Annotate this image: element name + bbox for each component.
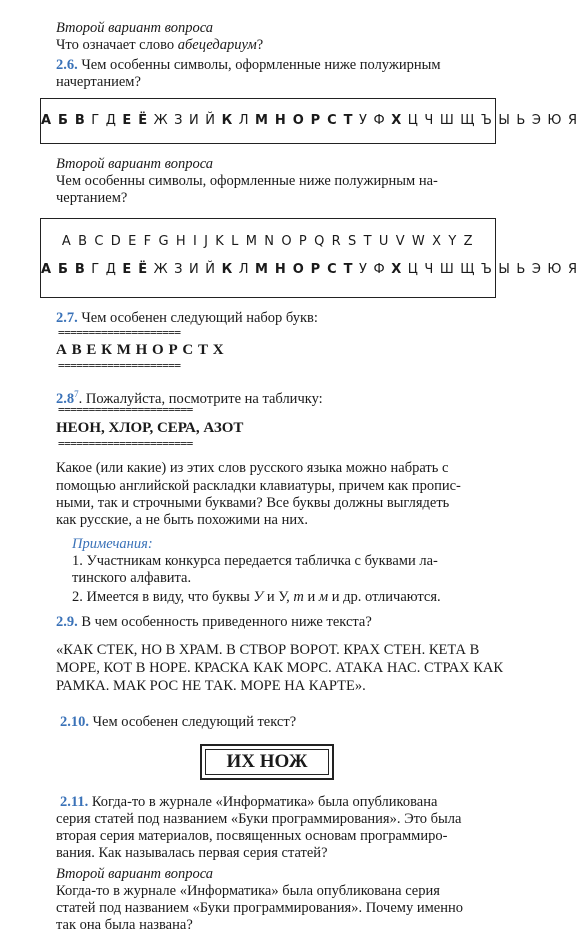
variant-label: Второй вариант вопроса (56, 20, 214, 36)
variant-question: Чем особенны символы, оформленные ниже полужирным на- (56, 173, 438, 189)
bold-letter-group: Е Ё (122, 113, 149, 128)
paragraph-line: ными, так и строчными буквами? Все буквы должны выглядеть (56, 495, 450, 511)
separator-line: ====================== (58, 403, 193, 416)
quoted-text-line: «КАК СТЕК, НО В ХРАМ. В СТВОР ВОРОТ. КРАХ СТЕН. КЕТА В (56, 642, 480, 658)
framed-text: ИХ НОЖ (226, 751, 308, 772)
note-1-line2: тинского алфавита. (72, 570, 192, 586)
bold-letter-group: К (221, 113, 234, 128)
bold-letter-group: М Н О Р С Т (255, 262, 354, 277)
bold-letter-group: А Б В (41, 113, 86, 128)
bold-letter-group: А Б В (41, 262, 86, 277)
variant-label: Второй вариант вопроса (56, 156, 214, 172)
quoted-text-line: МОРЕ, КОТ В НОРЕ. КРАСКА КАК МОРС. АТАКА НАС. СТРАХ КАК (56, 660, 504, 676)
question-2-6: 2.6. Чем особенны символы, оформленные ниже полужирным (56, 57, 441, 73)
note-1: 1. Участникам конкурса передается табличка с буквами ла- (72, 553, 438, 569)
regular-letter-group: Ц Ч Ш Щ Ъ Ы Ь Э Ю Я (402, 113, 578, 128)
framed-text-box (200, 744, 334, 780)
question-number: 2.11. (60, 794, 89, 810)
question-number: 2.8 (56, 390, 75, 407)
regular-letter-group: Ц Ч Ш Щ Ъ Ы Ь Э Ю Я (402, 262, 578, 277)
latin-letters-row: A B C D E F G H I J K L M N O P Q R S T U V W X Y Z (61, 234, 475, 249)
question-2-7: 2.7. Чем особенен следующий набор букв: (56, 310, 318, 326)
paragraph-line: вания. Как называлась первая серия статей? (56, 845, 328, 861)
variant-question: Когда-то в журнале «Информатика» была опубликована серия (56, 883, 440, 899)
cyrillic-letters-box (40, 98, 578, 144)
question-2-11: 2.11. Когда-то в журнале «Информатика» была опубликована (60, 794, 438, 810)
question-2-10: 2.10. Чем особенен следующий текст? (60, 714, 297, 730)
note-2: 2. Имеется в виду, что буквы У и У, т и м и др. отличаются. (72, 589, 441, 605)
question-number: 2.10. (60, 714, 89, 730)
bold-letter-group: К (221, 262, 234, 277)
bold-letter-group: Х (391, 262, 403, 277)
regular-letter-group: Ж З И Й (148, 113, 222, 128)
variant-question-line2: статей под названием «Буки программирования». Почему именно (56, 900, 463, 916)
regular-letter-group: У Ф (353, 262, 392, 277)
regular-letter-group: Л (233, 262, 256, 277)
paragraph-line: серия статей под названием «Буки программирования». Это была (56, 811, 462, 827)
question-number: 2.9. (56, 614, 78, 630)
question-2-8: $2.8^7$. Пожалуйста, посмотрите на табличку: (56, 389, 323, 407)
notes-heading: Примечания: (72, 536, 153, 552)
variant-question: Что означает слово абецедариум? (56, 37, 264, 53)
variant-label: Второй вариант вопроса (56, 866, 214, 882)
word-set: НЕОН, ХЛОР, СЕРА, АЗОТ (56, 420, 244, 436)
bold-letter-group: Е Ё (122, 262, 149, 277)
variant-question-line2: чертанием? (56, 190, 128, 206)
question-number: 2.6. (56, 57, 78, 73)
paragraph-line: как русские, а не быть похожими на них. (56, 512, 308, 528)
footnote-mark: 7 (74, 389, 79, 399)
question-2-6-line2: начертанием? (56, 74, 141, 90)
paragraph-line: Какое (или какие) из этих слов русского языка можно набрать с (56, 460, 449, 476)
regular-letter-group: Ж З И Й (148, 262, 222, 277)
regular-letter-group: У Ф (353, 113, 392, 128)
separator-line: ==================== (58, 359, 181, 372)
paragraph-line: вторая серия материалов, посвященных основам программиро- (56, 828, 448, 844)
question-2-9: 2.9. В чем особенность приведенного ниже текста? (56, 614, 372, 630)
cyrillic-letters-row (41, 113, 578, 128)
bold-letter-group: М Н О Р С Т (255, 113, 354, 128)
variant-question-line3: так она была названа? (56, 917, 193, 933)
question-number: 2.7. (56, 310, 78, 326)
alphabet-box (40, 218, 578, 298)
regular-letter-group: Г Д (85, 262, 123, 277)
cyrillic-letters-row (41, 262, 578, 277)
letter-set: А В Е К М Н О Р С Т Х (56, 342, 225, 358)
regular-letter-group: Л (233, 113, 256, 128)
quoted-text-line: РАМКА. МАК РОС НЕ ТАК. МОРЕ НА КАРТЕ». (56, 678, 366, 694)
bold-letter-group: Х (391, 113, 403, 128)
separator-line: ====================== (58, 437, 193, 450)
paragraph-line: помощью английской раскладки клавиатуры, причем как пропис- (56, 478, 461, 494)
separator-line: ==================== (58, 326, 181, 339)
regular-letter-group: Г Д (85, 113, 123, 128)
